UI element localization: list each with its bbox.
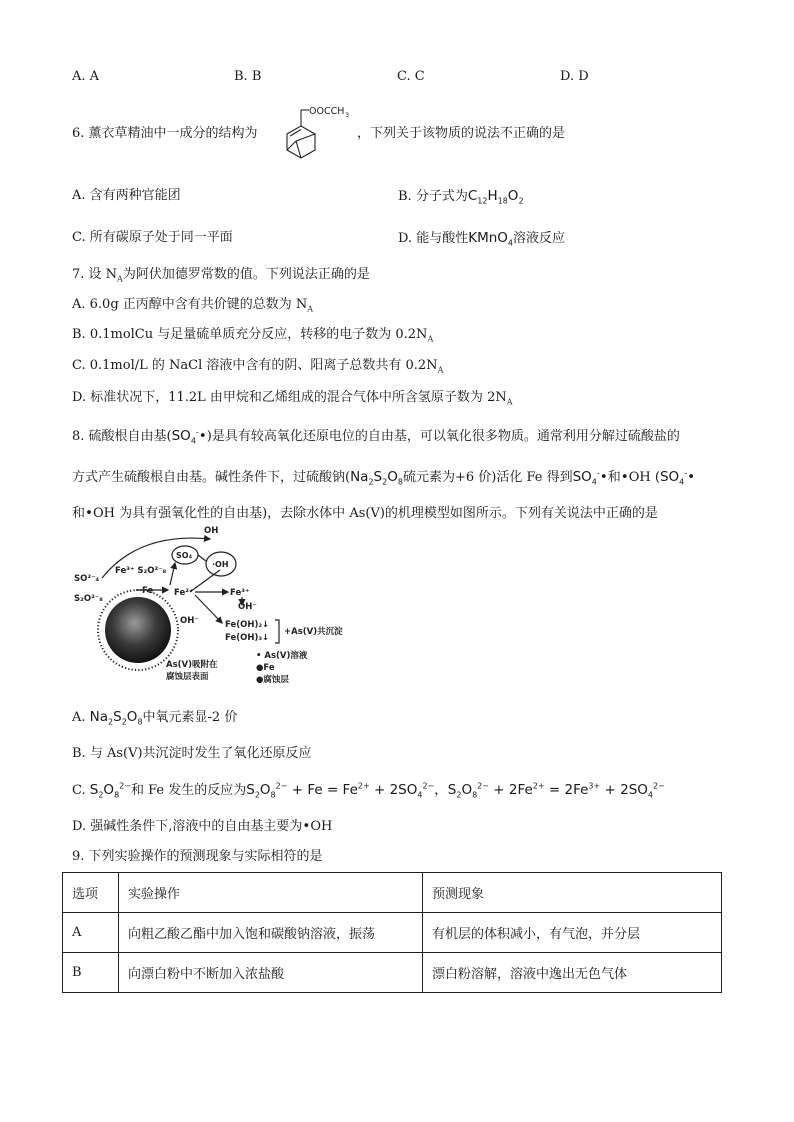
svg-text:腐蚀层表面: 腐蚀层表面 [166,672,209,682]
svg-text:●Fe: ●Fe [256,663,275,673]
svg-text:SO²⁻₄: SO²⁻₄ [74,574,100,584]
svg-text:●腐蚀层: ●腐蚀层 [256,675,289,685]
q7-option-d: D. 标准状况下，11.2L 由甲烷和乙烯组成的混合气体中所含氢原子数为 $2N_A$ [72,390,513,407]
svg-text:Fe²⁺: Fe²⁺ [174,588,194,598]
q6-option-a: A. 含有两种官能团 [72,188,181,203]
q6-option-c: C. 所有碳原子处于同一平面 [72,230,233,245]
svg-text:OH⁻: OH⁻ [180,616,199,626]
q8-line-3: 和•OH 为具有强氧化性的自由基)，去除水体中 As(V)的机理模型如图所示。下列有关说法中正确的是 [72,505,658,521]
svg-text:As(V)吸附在: As(V)吸附在 [166,660,218,670]
svg-text:Fe: Fe [142,586,154,596]
fe-particle [105,597,171,663]
svg-text:·OH: ·OH [212,560,229,569]
svg-text:Fe³⁺: Fe³⁺ [230,588,250,598]
header-phenomenon: 预测现象 [423,873,722,913]
q7-stem: 7. 设 $N_A$为阿伏加德罗常数的值。下列说法正确的是 [72,267,370,284]
q6-formula: $C_{12}H_{18}O_2$ [467,188,524,206]
q7-option-c: C. 0.1mol/L 的 NaCl 溶液中含有的阴、阳离子总数共有 $0.2N_A$ [72,358,444,375]
q7-option-a: A. 6.0g 正丙醇中含有共价键的总数为 $N_A$ [72,297,314,314]
svg-text:S₂O²⁻₈: S₂O²⁻₈ [74,594,104,604]
q8-option-d: D. 强碱性条件下,溶液中的自由基主要为•OH [72,818,333,834]
molecule-structure-icon [276,102,362,170]
q8-option-c: C. $S_2O_8^{2-}$和 Fe 发生的反应为$S_2O_8^{2-} + Fe = Fe^{2+} + 2SO_4^{2-}$，$S_2O_8^{2-} + 2Fe^{2+} = 2Fe^{3+} + 2SO_4^{2-}$ [72,781,665,800]
q6-structure [276,102,362,170]
mechanism-diagram [70,525,400,695]
q9-table [62,872,722,993]
table-row: A 向粗乙酸乙酯中加入饱和碳酸钠溶液，振荡 有机层的体积减小，有气泡，并分层 [63,913,722,953]
header-operation: 实验操作 [119,873,423,913]
table-row: B 向漂白粉中不断加入浓盐酸 漂白粉溶解，溶液中逸出无色气体 [63,953,722,993]
q5-option-b: B. B [234,69,262,84]
q8-line-2: 方式产生硫酸根自由基。碱性条件下，过硫酸钠($Na_2S_2O_8$硫元素为+6 价)活化 Fe 得到$SO_4^-•$和•OH ($SO_4^-•$ [72,468,696,487]
q6-option-b [398,187,524,206]
svg-text:SO₄: SO₄ [176,551,193,560]
q8-option-b: B. 与 As(V)共沉淀时发生了氧化还原反应 [72,746,312,761]
q5-options [72,68,712,86]
q8-line-1: 8. 硫酸根自由基$(SO_4^-•)$是具有较高氧化还原电位的自由基，可以氧化很多物质。通常利用分解过硫酸盐的 [72,427,680,446]
q8-option-a: A. $Na_2S_2O_8$中氧元素显-2 价 [72,709,238,727]
svg-text:OH: OH [204,526,219,536]
q6-option-d: D. 能与酸性KMnO$_4$溶液反应 [398,230,566,248]
q6-option-b-text: B. 分子式为 [398,189,468,204]
q6-stem-start: 6. 薰衣草精油中一成分的结构为 [72,126,258,141]
svg-text:Fe(OH)₃↓: Fe(OH)₃↓ [225,633,270,643]
header-option: 选项 [63,873,119,913]
svg-text:• As(V)溶液: • As(V)溶液 [256,651,308,661]
table-header-row [63,873,722,913]
q5-option-a: A. A [72,69,100,84]
q6-stem-end: ，下列关于该物质的说法不正确的是 [357,126,566,141]
q7-option-b: B. 0.1molCu 与足量硫单质充分反应，转移的电子数为 $0.2N_A$ [72,327,434,344]
svg-text:Fe³⁺ S₂O²⁻₈: Fe³⁺ S₂O²⁻₈ [115,566,167,576]
q5-option-d: D. D [560,69,589,84]
q8-mechanism-figure [70,525,400,695]
q5-option-c: C. C [397,69,425,84]
kmno4-formula: KMnO$_4$ [468,230,514,248]
svg-text:Fe(OH)₂↓: Fe(OH)₂↓ [225,620,270,630]
q9-stem: 9. 下列实验操作的预测现象与实际相符的是 [72,849,323,864]
svg-text:+As(V)共沉淀: +As(V)共沉淀 [284,627,343,637]
svg-text:OH⁻: OH⁻ [238,602,257,612]
substituent-label: OOCCH [309,106,345,117]
substituent-sub: 3 [345,111,350,119]
